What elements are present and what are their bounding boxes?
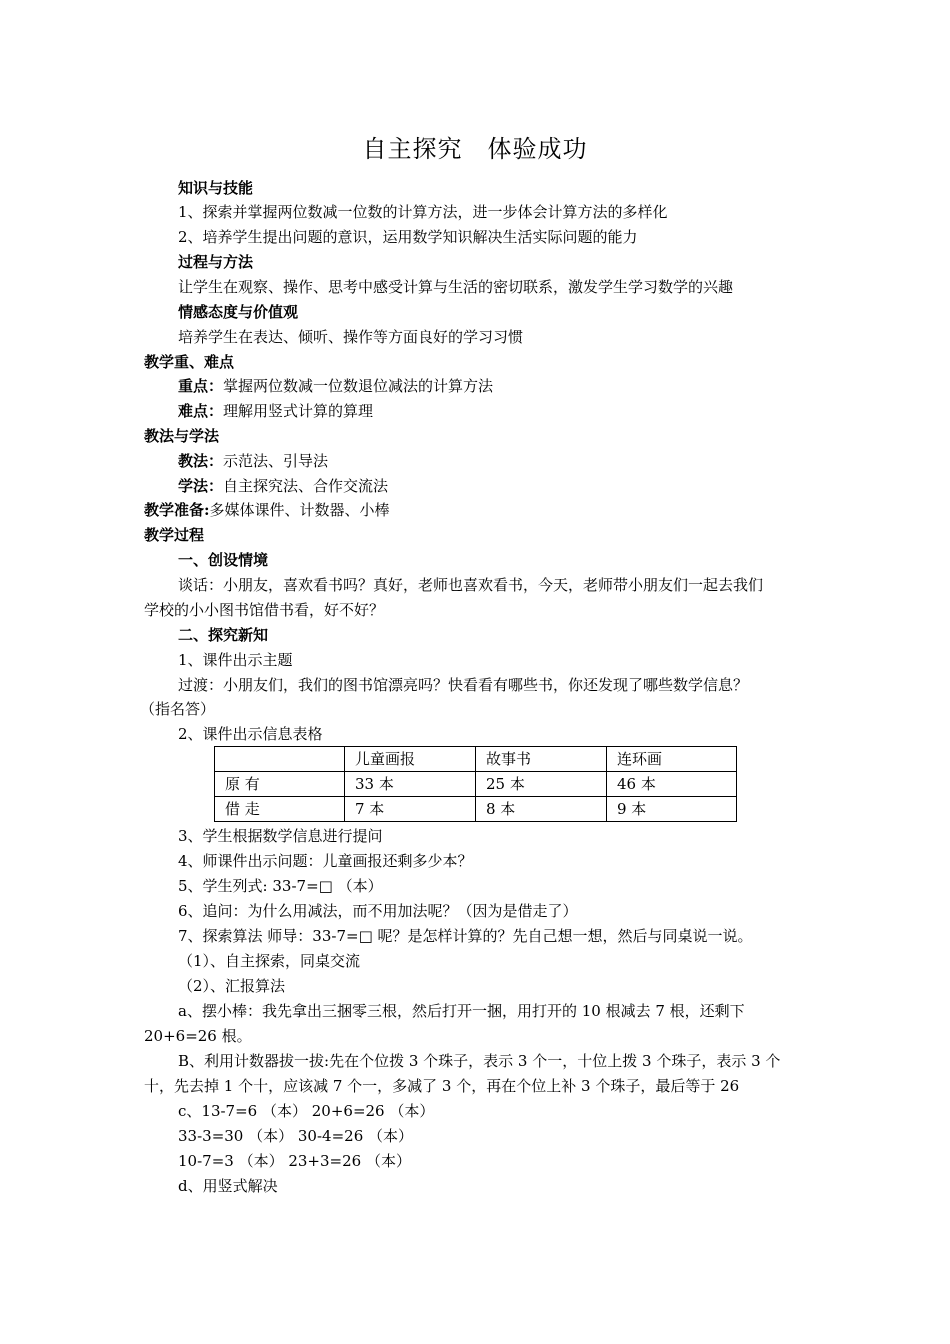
knowledge-item-1: 1、探索并掌握两位数减一位数的计算方法，进一步体会计算方法的多样化: [178, 203, 668, 221]
table-row: [215, 772, 737, 797]
step-4: 4、师课件出示问题：儿童画报还剩多少本？: [178, 852, 473, 870]
process-text: 让学生在观察、操作、思考中感受计算与生活的密切联系，激发学生学习数学的兴趣: [178, 278, 734, 296]
difficulty-label: 难点：: [178, 402, 224, 420]
teach-label: 教法：: [178, 452, 224, 470]
step-6: 6、追问：为什么用减法，而不用加法呢？（因为是借走了）: [178, 902, 578, 920]
table-header-cell: 连环画: [607, 747, 737, 772]
method-a-line-1: a、摆小棒：我先拿出三捆零三根，然后打开一捆，用打开的 10 根减去 7 根，还剩下: [178, 1002, 745, 1020]
focus-label: 重点：: [178, 377, 224, 395]
method-d: d、用竖式解决: [178, 1177, 278, 1195]
method-c-line-2: 33-3=30 （本） 30-4=26 （本）: [178, 1127, 414, 1145]
table-cell: 7 本: [345, 797, 476, 822]
section1-heading: 一、创设情境: [178, 551, 269, 569]
table-header-row: [215, 747, 737, 772]
heading-teaching-process: 教学过程: [144, 526, 205, 544]
focus-line: [178, 376, 493, 396]
focus-text: 掌握两位数减一位数退位减法的计算方法: [223, 377, 494, 395]
emotion-text: 培养学生在表达、倾听、操作等方面良好的学习习惯: [178, 328, 524, 346]
step-5: 5、学生列式: 33-7=□ （本）: [178, 877, 383, 895]
heading-emotion-values: 情感态度与价值观: [178, 303, 299, 321]
knowledge-item-2: 2、培养学生提出问题的意识，运用数学知识解决生活实际问题的能力: [178, 228, 638, 246]
sub-step-1: （1）、自主探索，同桌交流: [178, 952, 361, 970]
table-cell: 借 走: [215, 797, 345, 822]
info-table: [214, 746, 737, 822]
table-cell: 9 本: [607, 797, 737, 822]
step-3: 3、学生根据数学信息进行提问: [178, 827, 383, 845]
prep-line: [144, 500, 390, 520]
difficulty-text: 理解用竖式计算的算理: [223, 402, 374, 420]
prep-text: 多媒体课件、计数器、小棒: [209, 501, 390, 519]
teach-text: 示范法、引导法: [223, 452, 329, 470]
heading-knowledge-skills: 知识与技能: [178, 179, 254, 197]
method-c-line-3: 10-7=3 （本） 23+3=26 （本）: [178, 1152, 411, 1170]
table-cell: 25 本: [476, 772, 607, 797]
method-b-line-1: B、利用计数器拔一拔:先在个位拨 3 个珠子，表示 3 个一，十位上拨 3 个珠子，表示 3 个: [178, 1052, 781, 1070]
table-header-cell: 故事书: [476, 747, 607, 772]
prep-label: 教学准备:: [144, 501, 210, 519]
table-cell: 46 本: [607, 772, 737, 797]
section1-line-2: 学校的小小图书馆借书看，好不好？: [144, 601, 385, 619]
learn-label: 学法：: [178, 477, 224, 495]
table-cell: 33 本: [345, 772, 476, 797]
transition-line-2: （指名答）: [140, 700, 216, 718]
method-c-line-1: c、13-7=6 （本） 20+6=26 （本）: [178, 1102, 435, 1120]
step-7: 7、探索算法 师导：33-7=□ 呢？是怎样计算的？先自己想一想，然后与同桌说一说。: [178, 927, 753, 945]
table-cell: 8 本: [476, 797, 607, 822]
heading-process-method: 过程与方法: [178, 253, 254, 271]
step-2: 2、课件出示信息表格: [178, 725, 323, 743]
step-1: 1、课件出示主题: [178, 651, 293, 669]
table-row: [215, 797, 737, 822]
document-title: 自主探究 体验成功: [362, 135, 588, 163]
teach-method-line: [178, 451, 328, 471]
heading-key-points: 教学重、难点: [144, 353, 235, 371]
sub-step-2: （2）、汇报算法: [178, 977, 286, 995]
method-a-line-2: 20+6=26 根。: [144, 1027, 252, 1045]
table-header-cell: [215, 747, 345, 772]
difficulty-line: [178, 401, 373, 421]
learn-method-line: [178, 476, 388, 496]
learn-text: 自主探究法、合作交流法: [223, 477, 389, 495]
section2-heading: 二、探究新知: [178, 626, 269, 644]
table-header-cell: 儿童画报: [345, 747, 476, 772]
heading-methods: 教法与学法: [144, 427, 220, 445]
transition-line-1: 过渡：小朋友们，我们的图书馆漂亮吗？快看看有哪些书，你还发现了哪些数学信息？: [178, 676, 749, 694]
section1-line-1: 谈话：小朋友，喜欢看书吗？真好，老师也喜欢看书，今天，老师带小朋友们一起去我们: [178, 576, 764, 594]
table-cell: 原 有: [215, 772, 345, 797]
method-b-line-2: 十，先去掉 1 个十，应该减 7 个一，多减了 3 个，再在个位上补 3 个珠子，最后等于 26: [144, 1077, 740, 1095]
